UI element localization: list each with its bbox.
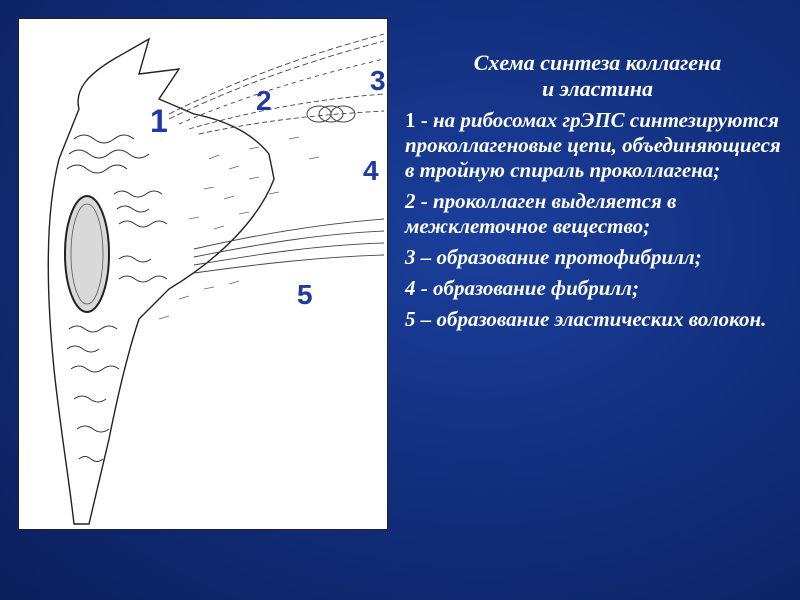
label-5: 5 bbox=[297, 279, 313, 310]
description-panel bbox=[405, 50, 790, 338]
label-3: 3 bbox=[370, 65, 386, 96]
title-line-1: Схема синтеза коллагена bbox=[473, 50, 722, 75]
step-1-text: на рибосомах грЭПС синтезируются проколлагеновые цепи, объединяющиеся в тройную спираль проколлагена; bbox=[405, 108, 781, 182]
scattered-fibrils bbox=[159, 137, 319, 319]
coiled-fibre bbox=[307, 106, 355, 122]
slide-title bbox=[405, 50, 790, 102]
step-4: 4 - образование фибрилл; bbox=[405, 276, 639, 300]
fibrils bbox=[169, 34, 384, 273]
label-4: 4 bbox=[363, 155, 379, 186]
step-1 bbox=[405, 108, 790, 183]
label-2: 2 bbox=[256, 85, 272, 116]
cell-diagram bbox=[18, 18, 388, 530]
cell-nucleus bbox=[65, 196, 109, 312]
step-2: 2 - проколлаген выделяется в межклеточное вещество; bbox=[405, 189, 677, 238]
title-line-2: и эластина bbox=[542, 76, 653, 101]
label-1: 1 bbox=[150, 103, 168, 139]
step-1-number: 1 - bbox=[405, 108, 428, 132]
step-5: 5 – образование эластических волокон. bbox=[405, 307, 767, 331]
step-3: 3 – образование протофибрилл; bbox=[405, 245, 702, 269]
fibroblast-drawing bbox=[19, 19, 387, 529]
